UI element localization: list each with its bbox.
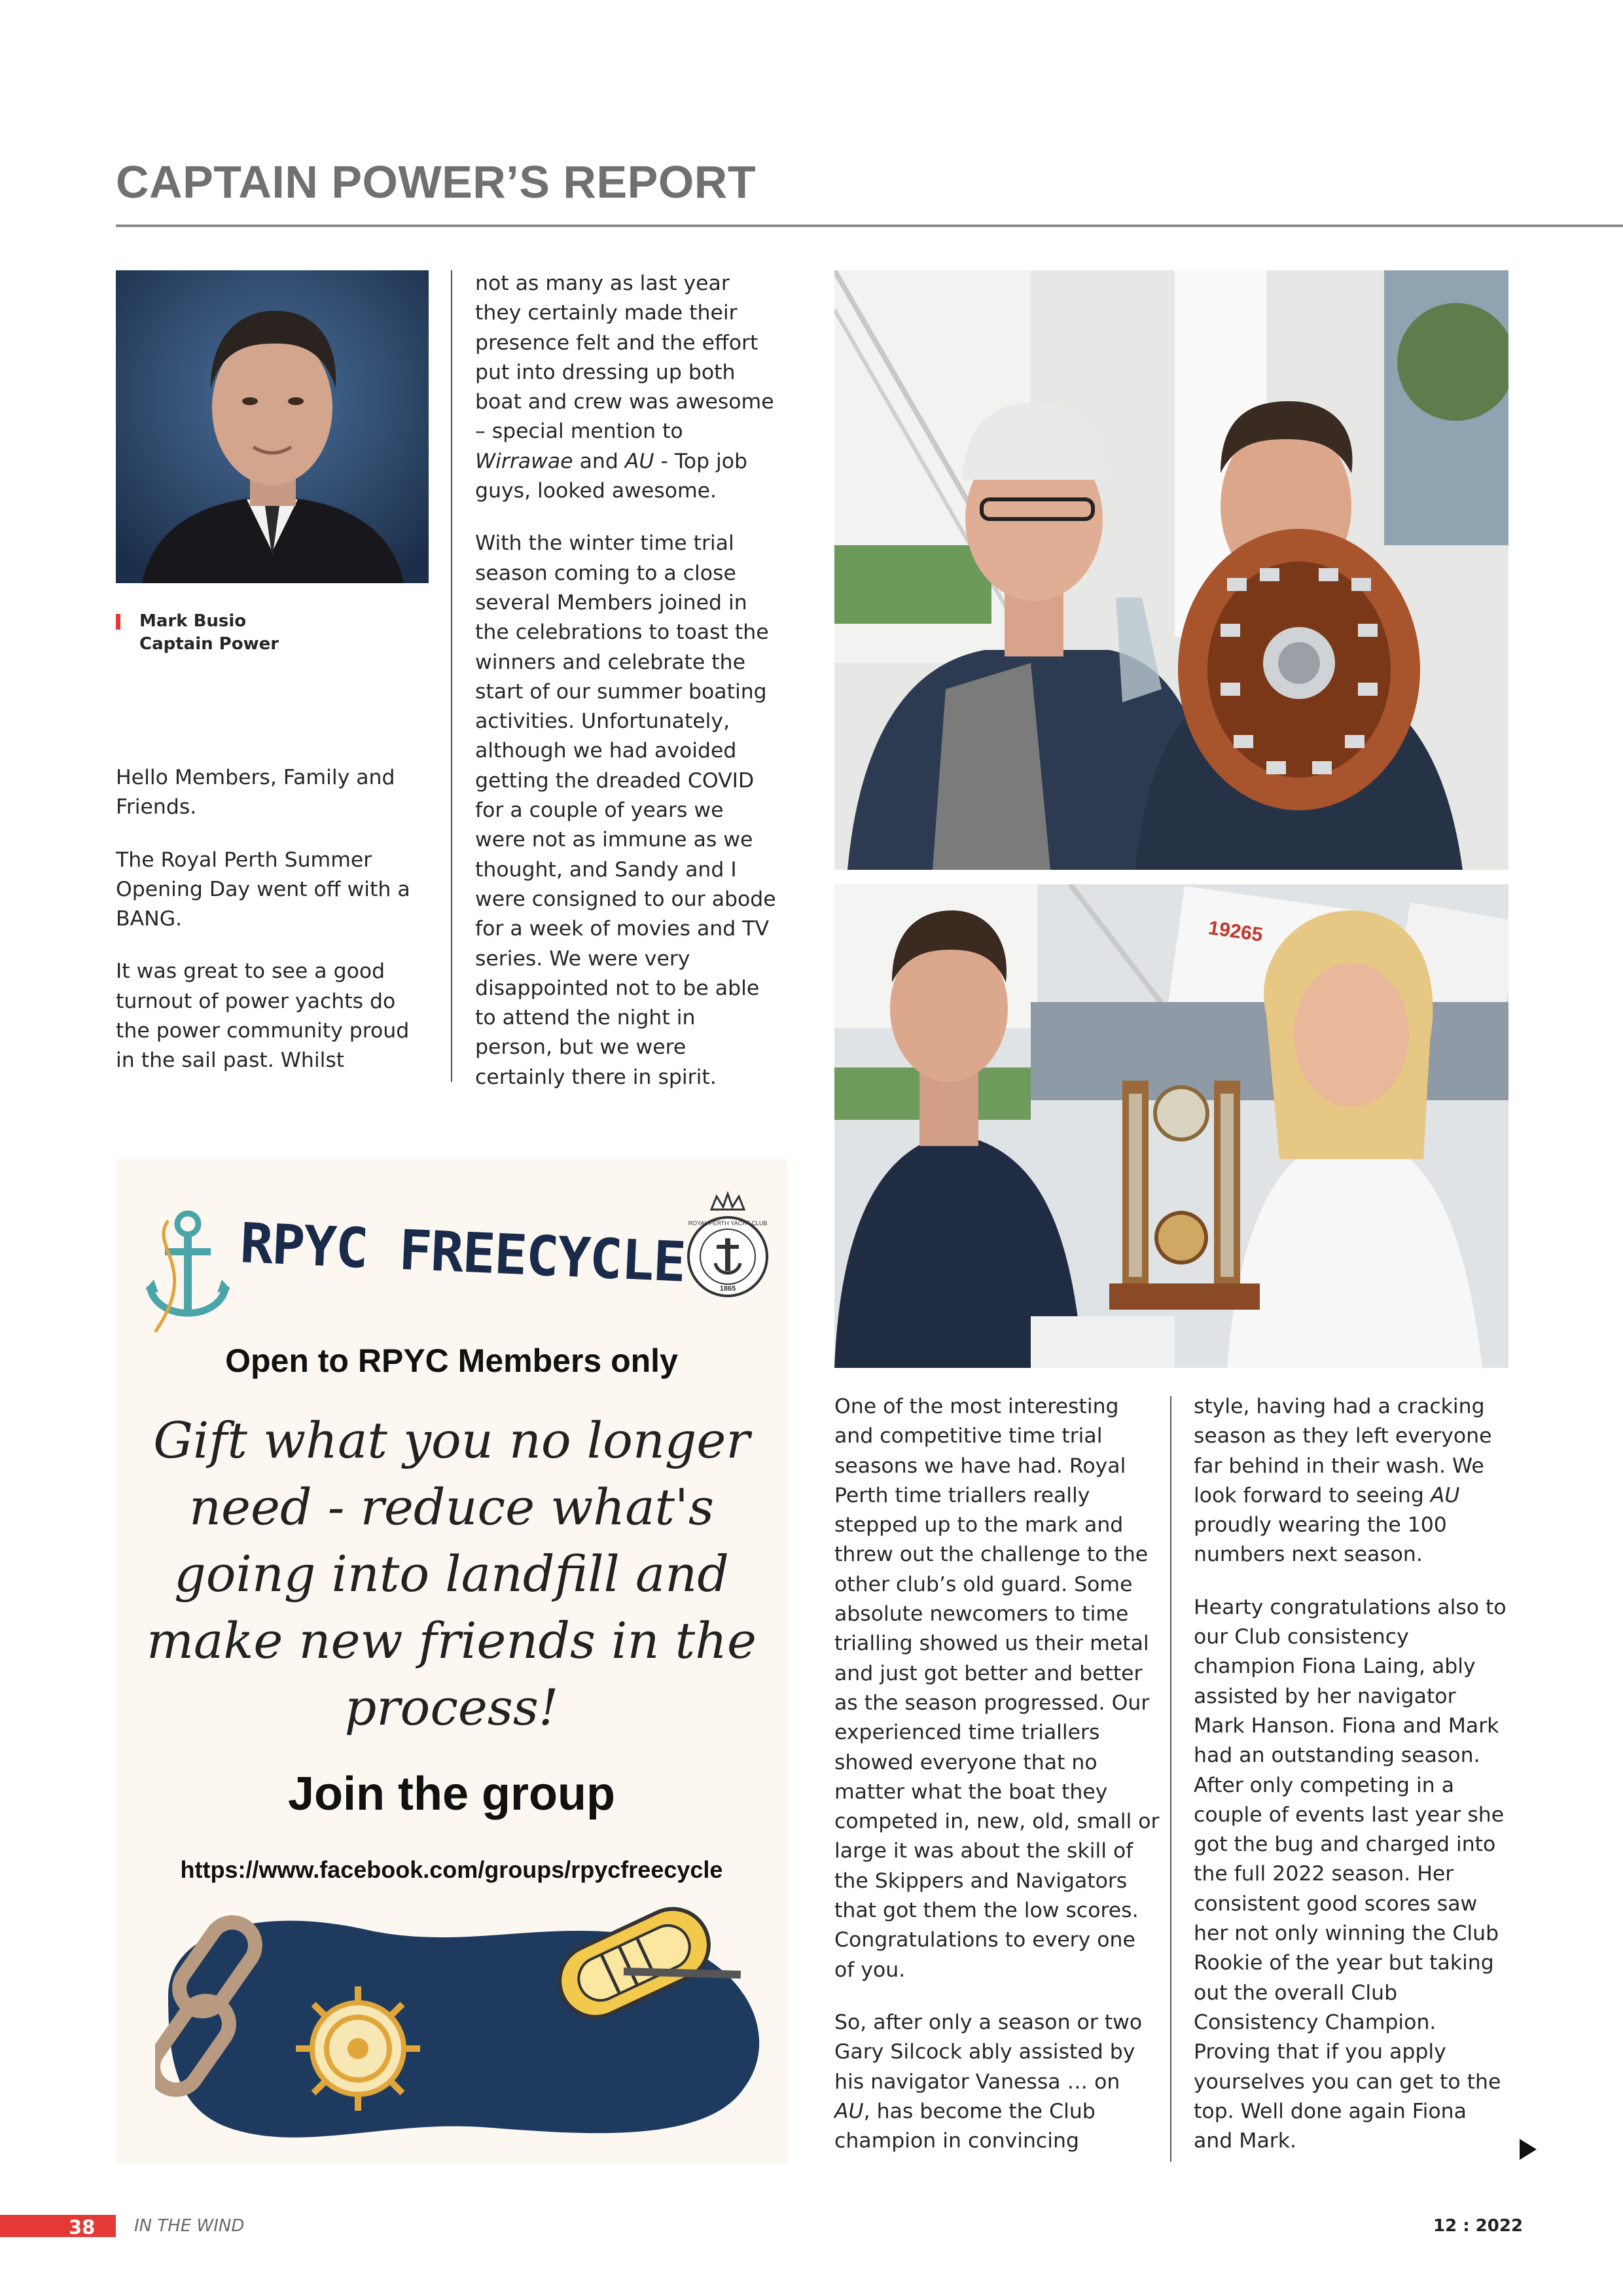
freecycle-subtitle: Open to RPYC Members only xyxy=(225,1342,678,1379)
paragraph: style, having had a cracking season as they left everyone far behind in their wash. We look forward to seeing AU proudly wearing the 100 numbers next season. xyxy=(1194,1395,1492,1567)
message-line: make new friends in the xyxy=(146,1611,757,1670)
paragraph: not as many as last year they certainly made their presence felt and the effort put into dressing up both boat and crew was awesome – special mention to Wirrawae and AU - Top job guys, looked awesome. xyxy=(475,272,774,503)
freecycle-message xyxy=(142,1407,761,1741)
portrait-photo xyxy=(116,270,429,583)
crown-icon xyxy=(711,1194,744,1210)
message-line: going into landfill and xyxy=(174,1545,729,1603)
continue-arrow-icon xyxy=(1520,2139,1537,2160)
paragraph: The Royal Perth Summer Opening Day went off with a BANG. xyxy=(116,848,410,931)
freecycle-advert xyxy=(116,1158,787,2163)
page-title: CAPTAIN POWER’S REPORT xyxy=(116,156,757,207)
paragraph: Hearty congratulations also to our Club consistency champion Fiona Laing, ably assisted by her navigator Mark Hanson. Fiona and Mark had an outstanding season. After only competing in a couple of events last year she got the bug and charged into the full 2022 season. Her consistent good scores saw her not only winning the Club Rookie of the year but taking out the overall Club Consistency Champion. Proving that if you apply yourselves you can get to the top. Well done again Fiona and Mark. xyxy=(1194,1595,1507,2153)
trophy-photo-2 xyxy=(834,884,1508,1368)
column-2 xyxy=(475,269,777,1092)
column-1 xyxy=(116,763,420,1076)
trophy-photo-1 xyxy=(834,270,1508,870)
ships-wheel-icon xyxy=(296,1986,420,2111)
message-line: Gift what you no longer xyxy=(153,1411,750,1469)
issue-date: 12 : 2022 xyxy=(1433,2216,1524,2236)
boat-number: 19265 xyxy=(1207,917,1264,946)
seal-text: ROYAL PERTH YACHT CLUB xyxy=(688,1220,768,1227)
paragraph: With the winter time trial season coming to a close several Members joined in the celebrations to toast the winners and celebrate the start of our summer boating activities. Unfortunately, although we had avoided getting the dreaded COVID for a couple of years we were not as immune as we thought, and Sandy and I were consigned to our abode for a week of movies and TV series. We were very disappointed not to be able to attend the night in person, but we were certainly there in spirit. xyxy=(475,531,776,1089)
caption-name: Mark Busio xyxy=(139,611,247,631)
paragraph: So, after only a season or two Gary Silcock ably assisted by his navigator Vanessa … on AU, has become the Club champion in convincing xyxy=(834,2010,1143,2153)
message-line: process! xyxy=(344,1678,559,1736)
column-divider xyxy=(451,270,452,1082)
seal-year: 1865 xyxy=(719,1285,736,1293)
footer-accent-bar xyxy=(0,2215,116,2237)
anchor-icon xyxy=(142,1208,240,1338)
freecycle-title: RPYC FREECYCLE xyxy=(238,1211,687,1295)
caption-bar xyxy=(116,614,120,630)
magazine-name: IN THE WIND xyxy=(134,2216,245,2236)
paragraph: Hello Members, Family and Friends. xyxy=(116,766,395,819)
portrait-caption xyxy=(116,610,279,656)
message-line: need - reduce what's xyxy=(189,1478,714,1536)
paragraph: One of the most interesting and competitive time trial seasons we have had. Royal Perth time triallers really stepped up to the mark and threw out the challenge to the other club’s old guard. Some absolute newcomers to time trialling showed us their metal and just got better and better as the season progressed. Our experienced time triallers showed everyone that no matter what the boat they competed in, new, old, small or large it was about the skill of the Skippers and Navigators that got them the low scores. Congratulations to every one of you. xyxy=(834,1395,1160,1982)
paragraph: It was great to see a good turnout of power yachts do the power community proud in the sail past. Whilst xyxy=(116,960,410,1073)
column-4 xyxy=(1194,1392,1508,2156)
column-3 xyxy=(834,1392,1162,2156)
title-rule xyxy=(116,224,1623,227)
page-number: 38 xyxy=(69,2216,96,2238)
join-heading: Join the group xyxy=(288,1768,615,1820)
group-link[interactable]: https://www.facebook.com/groups/rpycfreecycle xyxy=(180,1856,723,1883)
caption-role: Captain Power xyxy=(139,634,279,654)
column-divider xyxy=(1170,1396,1171,2162)
